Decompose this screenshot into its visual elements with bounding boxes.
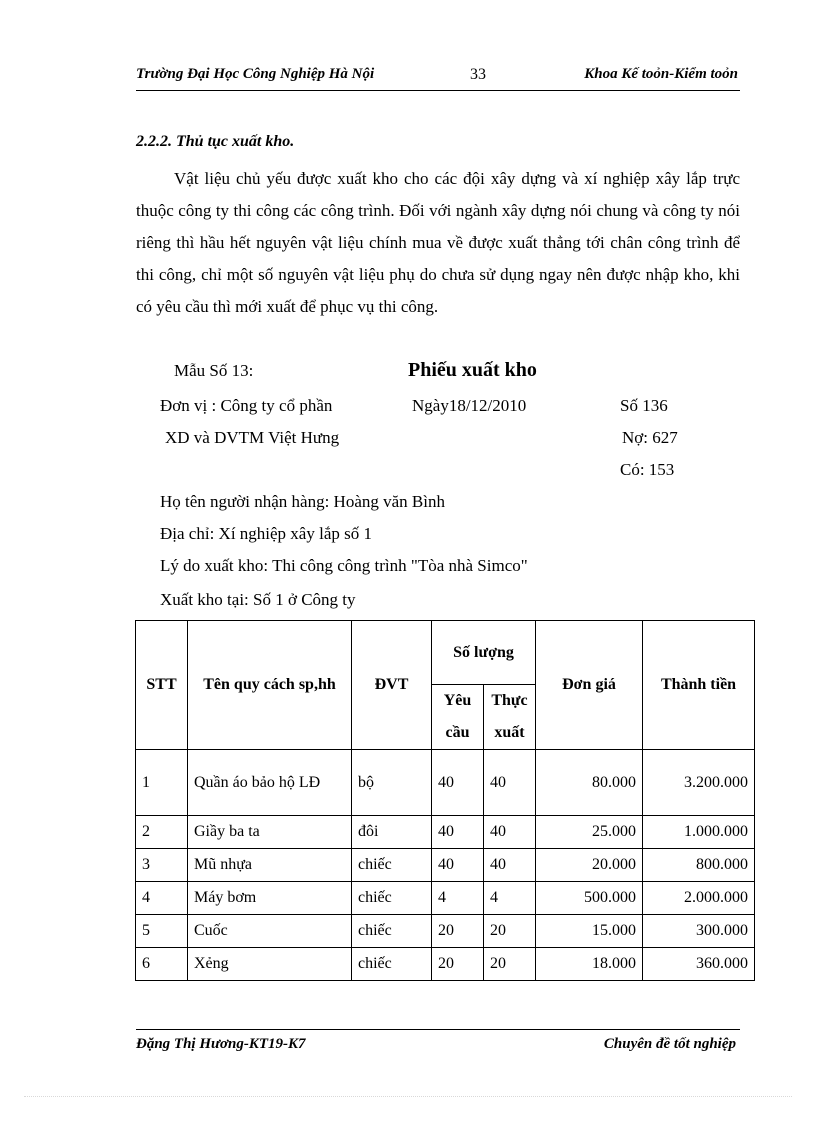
cell-unit: chiếc — [352, 948, 432, 981]
page-footer — [136, 1029, 740, 1056]
goods-issue-table — [135, 620, 755, 981]
cell-requested: 20 — [432, 948, 484, 981]
table-row — [136, 816, 755, 849]
cell-unit-price: 15.000 — [536, 915, 643, 948]
cell-unit-price: 25.000 — [536, 816, 643, 849]
cell-unit: chiếc — [352, 882, 432, 915]
issue-reason: Lý do xuất kho: Thi công công trình "Tòa nhà Simco" — [160, 556, 528, 575]
page-number: 33 — [470, 66, 486, 83]
table-row — [136, 849, 755, 882]
issue-date: Ngày18/12/2010 — [412, 396, 527, 415]
voucher-number: Số 136 — [620, 396, 668, 415]
footer-author: Đặng Thị Hương-KT19-K7 — [136, 1036, 306, 1052]
body-paragraph: Vật liệu chủ yếu được xuất kho cho các đội xây dựng và xí nghiệp xây lắp trực thuộc công ty thi công các công trình. Đối với ngành xây dựng nói chung và công ty nói riêng thì hầu hết nguyên vật liệu chính mua về được xuất thẳng tới chân công trình để thi công, chỉ một số nguyên vật liệu phụ do chưa sử dụng ngay nên được nhập kho, khi có yêu cầu thì mới xuất để phục vụ thi công. — [136, 169, 740, 316]
address: Địa chỉ: Xí nghiệp xây lắp số 1 — [160, 524, 372, 543]
cell-actual: 40 — [484, 849, 536, 882]
cell-stt: 6 — [136, 948, 188, 981]
cell-unit: chiếc — [352, 915, 432, 948]
section-title: 2.2.2. Thủ tục xuất kho. — [136, 133, 295, 150]
cell-actual: 20 — [484, 948, 536, 981]
cell-name: Quần áo bảo hộ LĐ — [188, 750, 352, 816]
cell-unit-price: 500.000 — [536, 882, 643, 915]
cell-stt: 3 — [136, 849, 188, 882]
cell-requested: 40 — [432, 816, 484, 849]
cell-stt: 1 — [136, 750, 188, 816]
cell-stt: 5 — [136, 915, 188, 948]
cell-requested: 40 — [432, 849, 484, 882]
cell-name: Giầy ba ta — [188, 816, 352, 849]
cell-requested: 4 — [432, 882, 484, 915]
table-row — [136, 750, 755, 816]
cell-amount: 3.200.000 — [643, 750, 755, 816]
page-header — [136, 66, 740, 91]
table-row — [136, 915, 755, 948]
cell-unit: chiếc — [352, 849, 432, 882]
receiver-name: Họ tên người nhận hàng: Hoàng văn Bình — [160, 492, 445, 511]
cell-amount: 360.000 — [643, 948, 755, 981]
cell-amount: 300.000 — [643, 915, 755, 948]
cell-requested: 20 — [432, 915, 484, 948]
debit-account: Nợ: 627 — [622, 428, 678, 447]
cell-actual: 4 — [484, 882, 536, 915]
cell-name: Mũ nhựa — [188, 849, 352, 882]
cell-name: Cuốc — [188, 915, 352, 948]
cell-actual: 40 — [484, 816, 536, 849]
col-header-stt: STT — [136, 621, 188, 750]
cell-unit-price: 80.000 — [536, 750, 643, 816]
credit-account: Có: 153 — [620, 460, 675, 479]
cell-unit-price: 20.000 — [536, 849, 643, 882]
col-header-actual: Thực xuất — [484, 685, 536, 750]
bottom-divider — [24, 1096, 792, 1097]
col-header-requested: Yêu cầu — [432, 685, 484, 750]
table-row — [136, 948, 755, 981]
col-header-quantity: Số lượng — [432, 621, 536, 685]
cell-actual: 40 — [484, 750, 536, 816]
header-school: Trường Đại Học Công Nghiệp Hà Nội — [136, 66, 375, 82]
cell-amount: 2.000.000 — [643, 882, 755, 915]
cell-unit-price: 18.000 — [536, 948, 643, 981]
footer-thesis: Chuyên đề tốt nghiệp — [603, 1036, 736, 1052]
cell-unit: bộ — [352, 750, 432, 816]
col-header-name: Tên quy cách sp,hh — [188, 621, 352, 750]
unit-line-2: XD và DVTM Việt Hưng — [165, 428, 340, 447]
cell-name: Xẻng — [188, 948, 352, 981]
col-header-unit: ĐVT — [352, 621, 432, 750]
cell-name: Máy bơm — [188, 882, 352, 915]
cell-stt: 2 — [136, 816, 188, 849]
form-title: Phiếu xuất kho — [408, 359, 537, 381]
col-header-unit-price: Đơn giá — [536, 621, 643, 750]
warehouse-location: Xuất kho tại: Số 1 ở Công ty — [160, 590, 356, 609]
cell-actual: 20 — [484, 915, 536, 948]
cell-requested: 40 — [432, 750, 484, 816]
header-faculty: Khoa Kế toỏn-Kiểm toỏn — [584, 66, 738, 82]
form-number: Mẫu Số 13: — [174, 361, 254, 380]
col-header-amount: Thành tiền — [643, 621, 755, 750]
cell-amount: 800.000 — [643, 849, 755, 882]
unit-line-1: Đơn vị : Công ty cổ phần — [160, 396, 333, 415]
cell-stt: 4 — [136, 882, 188, 915]
cell-amount: 1.000.000 — [643, 816, 755, 849]
cell-unit: đôi — [352, 816, 432, 849]
table-row — [136, 882, 755, 915]
